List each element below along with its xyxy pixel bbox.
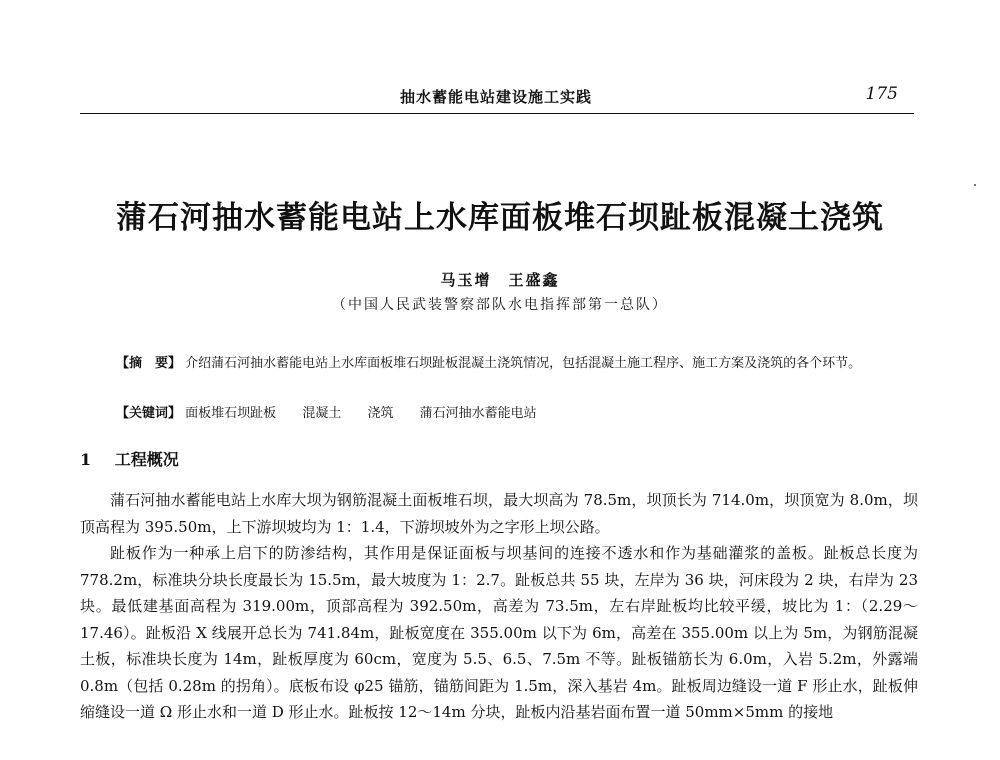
running-header: [80, 86, 912, 112]
page-number: 175: [865, 84, 898, 104]
section-heading: [80, 447, 179, 470]
running-title: 抽水蓄能电站建设施工实践: [399, 88, 592, 106]
section-number: 1: [80, 450, 92, 469]
scan-speck: [974, 184, 976, 186]
abstract-label: 【摘 要】: [116, 356, 182, 371]
keywords-label: 【关键词】: [116, 406, 182, 421]
keyword: 面板堆石坝趾板: [185, 406, 277, 421]
keyword: 浇筑: [367, 406, 394, 421]
keyword: 蒲石河抽水蓄能电站: [419, 406, 537, 421]
header-rule: [80, 113, 914, 114]
abstract-text: 介绍蒲石河抽水蓄能电站上水库面板堆石坝趾板混凝土浇筑情况，包括混凝土施工程序、施工方案及浇筑的各个环节。: [185, 356, 862, 371]
keywords: [116, 402, 906, 426]
body-text: [80, 487, 918, 726]
keyword: 混凝土: [302, 406, 342, 421]
authors: 马玉增 王盛鑫: [440, 271, 560, 289]
affiliation: （中国人民武装警察部队水电指挥部第一总队）: [332, 297, 668, 313]
paragraph: 趾板作为一种承上启下的防渗结构，其作用是保证面板与坝基间的连接不透水和作为基础灌浆的盖板。趾板总长度为 778.2m，标准块分块长度最长为 15.5m，最大坡度为 1：2.7。趾板总共 55 块，左岸为 36 块，河床段为 2 块，右岸为 23 块。最低建基面高程为 319.00m，顶部高程为 392.50m，高差为 73.5m，左右岸趾板均比较平缓，坡比为 1：（2.29～17.46）。趾板沿 X 线展开总长为 741.84m，趾板宽度在 355.00m 以下为 6m，高差在 355.00m 以上为 5m，为钢筋混凝土板，标准块长度为 14m，趾板厚度为 60cm，宽度为 5.5、6.5、7.5m 不等。趾板锚筋长为 6.0m，入岩 5.2m，外露端 0.8m（包括 0.28m 的拐角）。底板布设 φ25 锚筋，锚筋间距为 1.5m，深入基岩 4m。趾板周边缝设一道 F 形止水，趾板伸缩缝设一道 Ω 形止水和一道 D 形止水。趾板按 12～14m 分块，趾板内沿基岩面布置一道 50mm×5mm 的接地: [80, 544, 918, 721]
paper-title: 蒲石河抽水蓄能电站上水库面板堆石坝趾板混凝土浇筑: [116, 200, 884, 236]
section-title: 工程概况: [114, 450, 179, 469]
paragraph: 蒲石河抽水蓄能电站上水库大坝为钢筋混凝土面板堆石坝，最大坝高为 78.5m，坝顶长为 714.0m，坝顶宽为 8.0m，坝顶高程为 395.50m，上下游坝坡均为 1：1.4，下游坝坡外为之字形上坝公路。: [80, 491, 918, 536]
abstract: [116, 352, 906, 376]
